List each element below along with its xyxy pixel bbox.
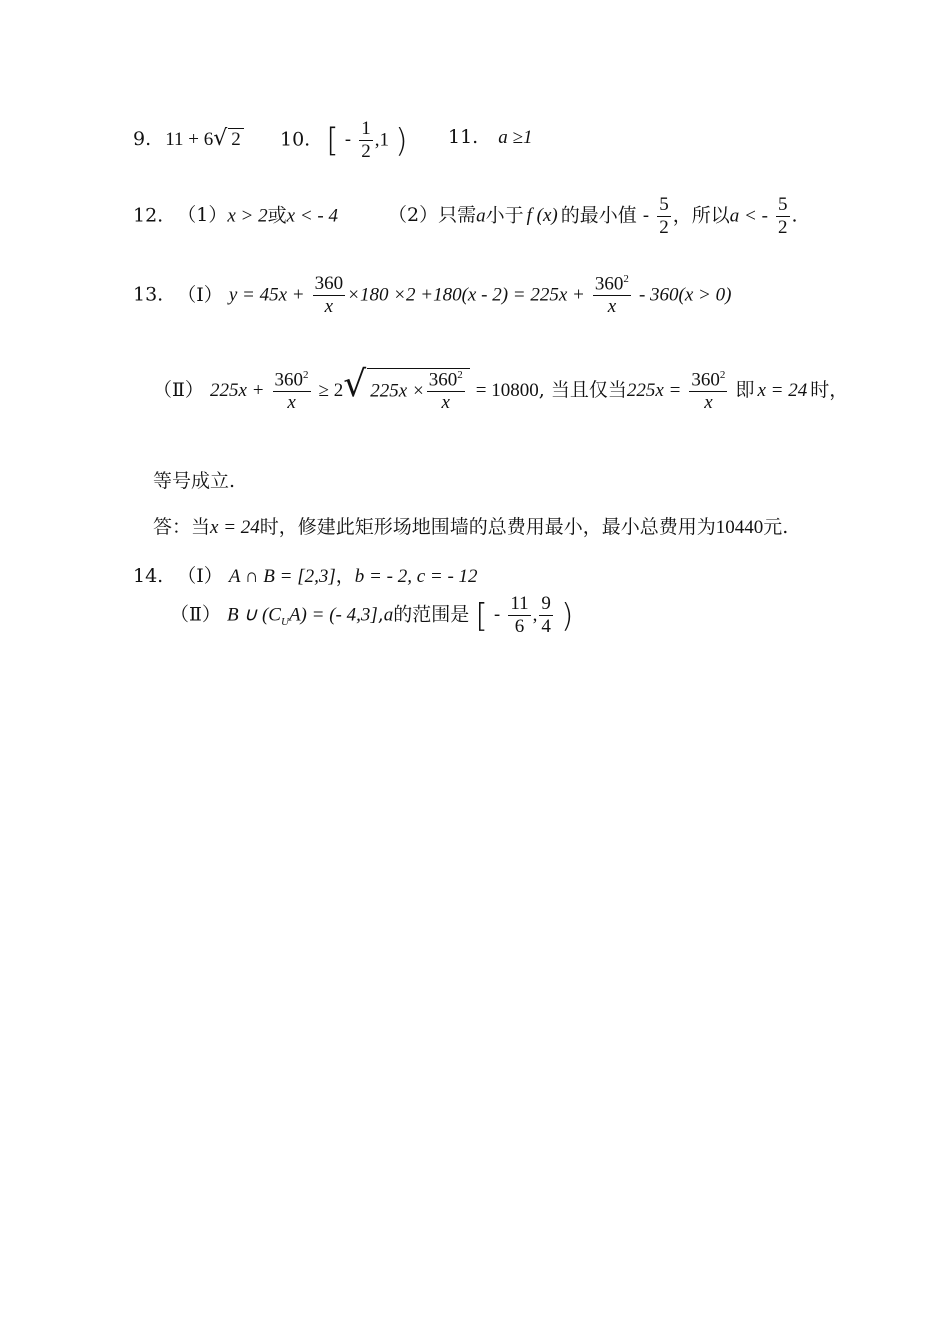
part-label: （Ⅱ） <box>153 379 204 401</box>
text: 的最小值 - <box>560 204 650 227</box>
numerator: 9 <box>541 593 551 614</box>
answer-13-part-2 <box>153 364 848 414</box>
text: 时， <box>810 379 849 401</box>
answer-14-part-1 <box>133 561 478 588</box>
inequality: x < - 4 <box>286 205 338 227</box>
inequality-part: ≥ 2 <box>318 380 344 401</box>
expression <box>165 126 244 151</box>
sqrt-sign: √ <box>213 126 228 151</box>
fraction <box>508 593 530 638</box>
denominator: 4 <box>541 615 551 637</box>
expression: a ≥1 <box>498 127 533 148</box>
question-number: 12. <box>133 204 164 227</box>
numerator: 11 <box>510 593 529 614</box>
equation-part: y = 45x + <box>228 284 305 306</box>
exponent: 2 <box>623 273 629 285</box>
radicand-part: 225x × <box>370 380 425 402</box>
separator: ， <box>335 565 355 587</box>
fraction <box>657 194 671 239</box>
sqrt-sign: √ <box>343 364 367 405</box>
open-bracket: [ <box>475 596 488 635</box>
answer-10 <box>280 118 408 163</box>
denominator: x <box>607 296 617 318</box>
answer-11 <box>448 126 532 149</box>
inequality: x > 2 <box>227 205 268 227</box>
equation-part: x = 24 <box>757 380 808 401</box>
minus-sign: - <box>344 128 352 151</box>
numerator: 1 <box>361 118 371 139</box>
text: 元. <box>763 516 789 538</box>
answer-13-conclusion <box>153 512 788 539</box>
variable: a <box>383 604 394 626</box>
text: 答：当 <box>153 516 211 538</box>
close-bracket: ) <box>395 121 408 160</box>
or-text: 或 <box>267 204 287 227</box>
part-2-label: （2）只需 <box>388 204 477 227</box>
question-number: 9. <box>133 128 152 150</box>
text: 小于 <box>485 204 524 227</box>
separator: , <box>532 604 538 626</box>
expression-part: 225x + <box>209 380 265 401</box>
answer-14-part-2 <box>170 593 573 638</box>
denominator: 2 <box>361 140 371 162</box>
fraction <box>427 369 465 414</box>
separator: , <box>377 603 384 626</box>
fraction <box>689 369 727 414</box>
radicand: 2 <box>228 128 244 151</box>
denominator: x <box>704 391 713 413</box>
set-expression: B ∪ (C <box>226 604 281 626</box>
answer-12 <box>133 194 798 239</box>
equation-part: x = 24 <box>210 517 260 538</box>
part-label: （Ⅰ） <box>177 565 223 587</box>
fraction <box>539 593 553 638</box>
fraction <box>273 369 311 414</box>
values: b = - 2, c = - 12 <box>354 566 478 587</box>
close-bracket: ) <box>560 596 574 635</box>
value: 10440 <box>715 517 764 538</box>
denominator: x <box>324 296 334 317</box>
expression-part: 11 + 6 <box>165 129 214 150</box>
numerator: 5 <box>659 194 669 215</box>
numerator: 360 <box>594 273 624 295</box>
numerator: 360 <box>314 273 344 295</box>
part-label: （Ⅱ） <box>170 603 221 626</box>
text: , 当且仅当 <box>538 379 627 401</box>
denominator: 2 <box>659 216 669 238</box>
interval-end: ,1 <box>374 129 390 151</box>
numerator: 360 <box>274 368 304 390</box>
set-expression: A) = (- 4,3] <box>288 604 378 626</box>
text: 时，修建此矩形场地围墙的总费用最小，最小总费用为 <box>259 516 716 538</box>
result: = 10800 <box>475 380 539 401</box>
equation-part: 225x = <box>626 380 682 401</box>
fraction <box>313 273 346 318</box>
fraction <box>593 273 631 318</box>
set-equation: A ∩ B = [2,3] <box>228 566 336 587</box>
text: ，所以 <box>672 204 730 227</box>
question-number: 13. <box>133 283 164 306</box>
function: f (x) <box>526 205 558 227</box>
minus-sign: - <box>493 603 501 626</box>
equation-part: ×180 ×2 +180(x - 2) = 225x + <box>347 284 585 306</box>
open-bracket: [ <box>326 121 339 160</box>
subscript: U <box>280 616 289 629</box>
question-number: 11. <box>448 126 479 148</box>
denominator: x <box>441 392 450 414</box>
part-label: （Ⅰ） <box>177 283 223 306</box>
exponent: 2 <box>303 368 309 381</box>
denominator: 2 <box>778 216 788 238</box>
denominator: 6 <box>514 615 525 637</box>
answer-9 <box>133 126 244 151</box>
question-number: 14. <box>133 565 164 587</box>
equation-part: - 360(x > 0) <box>638 284 732 306</box>
part-1-label: （1） <box>177 204 228 227</box>
exponent: 2 <box>719 368 726 381</box>
exponent: 2 <box>457 368 463 381</box>
numerator: 5 <box>778 194 788 215</box>
fraction <box>359 118 373 163</box>
text: 的范围是 <box>393 603 470 626</box>
variable: a <box>476 205 486 227</box>
inequality: a < - <box>729 205 768 227</box>
denominator: x <box>287 391 296 413</box>
numerator: 360 <box>691 368 720 390</box>
answer-13-part-1 <box>133 273 731 318</box>
text: 等号成立. <box>153 470 236 492</box>
fraction <box>776 194 790 239</box>
question-number: 10. <box>280 128 311 151</box>
period: . <box>791 204 798 227</box>
numerator: 360 <box>428 369 458 391</box>
text: 即 <box>735 379 755 401</box>
answer-13-equality-note <box>153 466 235 493</box>
